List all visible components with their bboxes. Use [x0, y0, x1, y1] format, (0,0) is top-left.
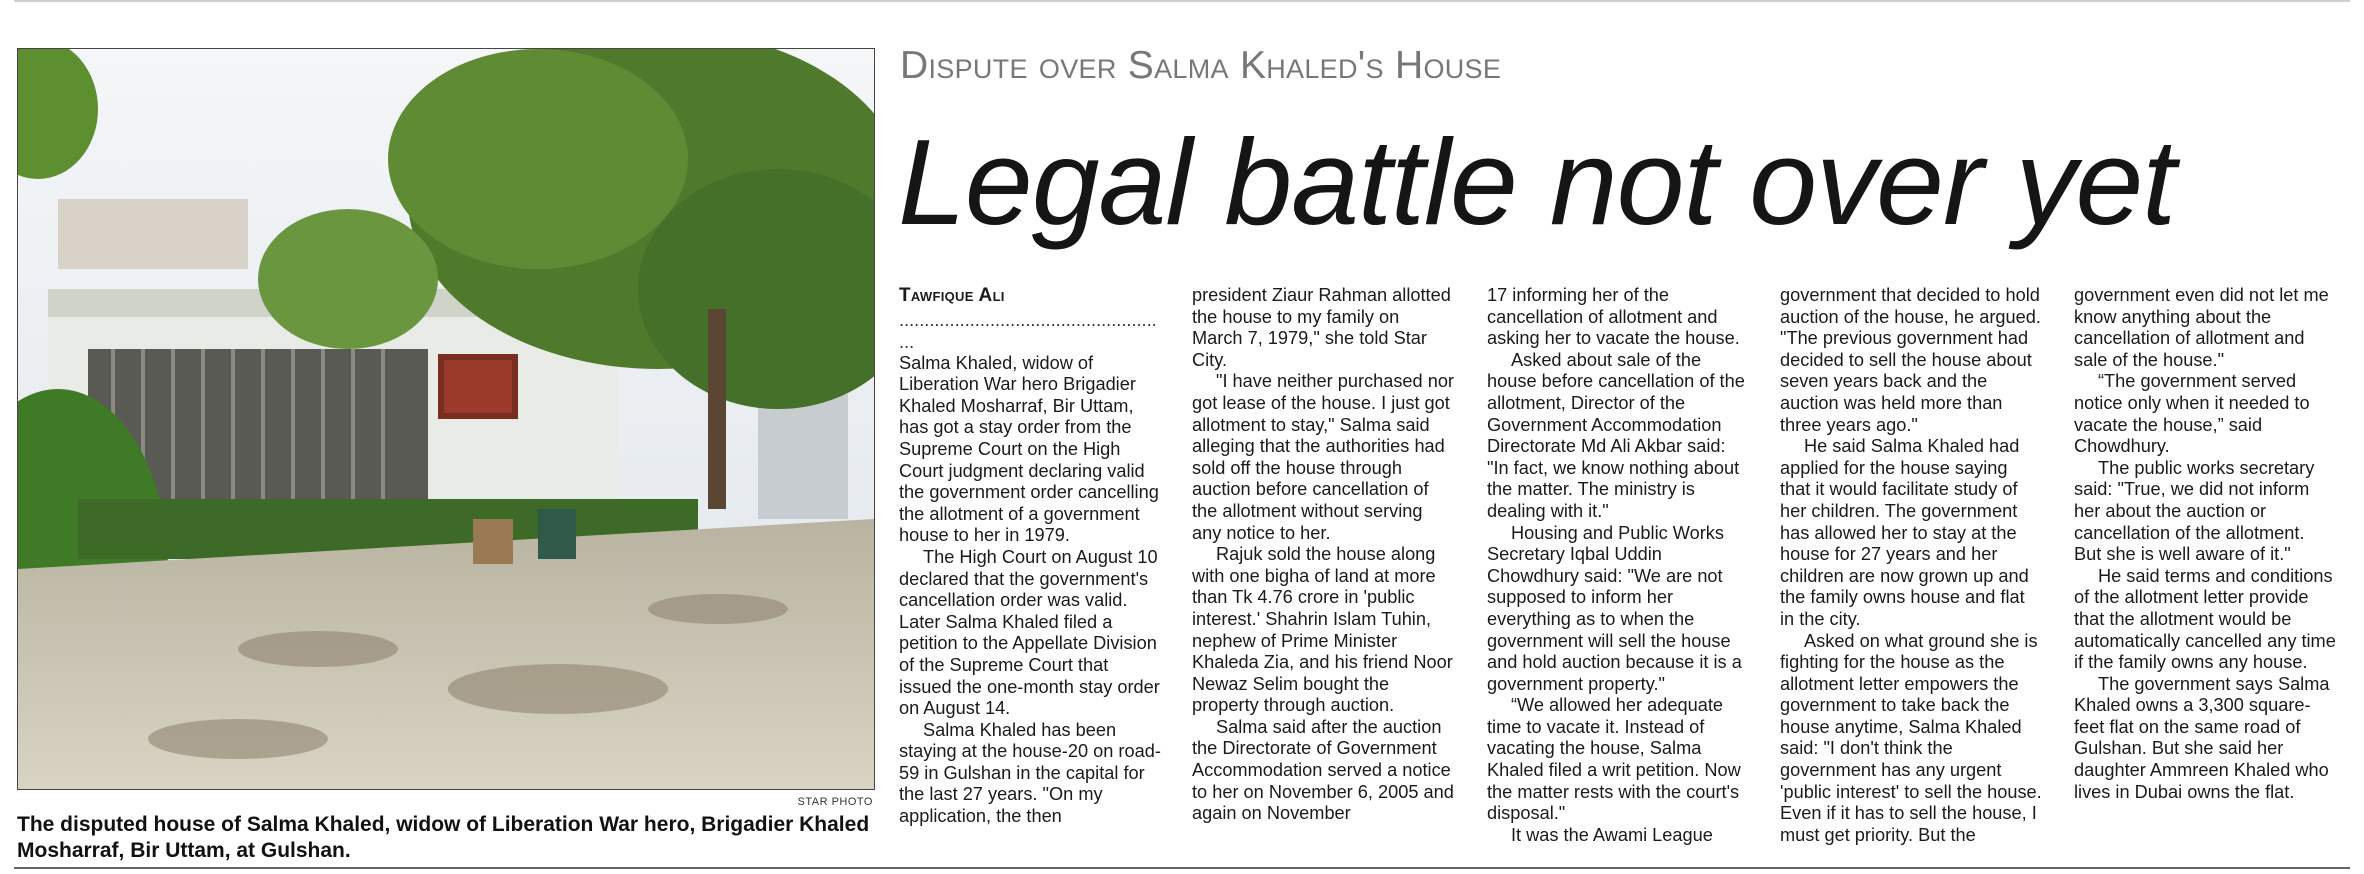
house-photo: [17, 48, 875, 790]
article-column-5: [2074, 285, 2336, 803]
kicker: Dispute over Salma Khaled's House: [900, 44, 1502, 87]
separator-dots: ...................................................: [899, 309, 1157, 330]
paragraph: Salma Khaled has been staying at the house-20 on road-59 in Gulshan in the capital for the last 27 years. "On my application, the then: [899, 719, 1161, 827]
photo-caption: The disputed house of Salma Khaled, widow of Liberation War hero, Brigadier Khaled Mosharraf, Bir Uttam, at Gulshan.: [17, 813, 870, 862]
paragraph: Housing and Public Works Secretary Iqbal Uddin Chowdhury said: "We are not supposed to inform her everything as to when the government will sell the house and hold auction because it is a government property.": [1487, 522, 1742, 694]
paragraph: president Ziaur Rahman allotted the house to my family on March 7, 1979," she told Star City.: [1192, 285, 1451, 370]
paragraph: He said terms and conditions of the allotment letter provide that the allotment would be automatically cancelled any time if the family owns any house.: [2074, 565, 2336, 673]
paragraph: He said Salma Khaled had applied for the house saying that it would facilitate study of her children. The government has allowed her to stay at the house for 27 years and her children are now grown up and the family owns house and flat in the city.: [1780, 436, 2029, 629]
top-rule: [14, 0, 2350, 2]
byline: Tawfique Ali: [899, 285, 1005, 306]
headline: Legal battle not over yet: [898, 114, 2176, 250]
separator-dots-end: ...: [899, 331, 915, 352]
paragraph: “We allowed her adequate time to vacate it. Instead of vacating the house, Salma Khaled filed a writ petition. Now the matter rests with the court's disposal.": [1487, 695, 1741, 824]
paragraph: “The government served notice only when it needed to vacate the house,” said Chowdhury.: [2074, 371, 2310, 457]
paragraph: The High Court on August 10 declared that the government's cancellation order was valid. Later Salma Khaled filed a petition to the Appellate Division of the Supreme Court that issued the one-month stay order on August 14.: [899, 546, 1160, 719]
paragraph: Asked on what ground she is fighting for the house as the allotment letter empowers the government to take back the house anytime, Salma Khaled said: "I don't think the government has any urgent 'public interest' to sell the house. Even if it has to sell the house, I must get priority. But the: [1780, 630, 2042, 845]
photo-credit: STAR PHOTO: [797, 796, 873, 808]
paragraph: Salma said after the auction the Directorate of Government Accommodation served a notice to her on November 6, 2005 and again on November: [1192, 716, 1454, 824]
paragraph: 17 informing her of the cancellation of allotment and asking her to vacate the house.: [1487, 285, 1740, 349]
paragraph: The public works secretary said: "True, we did not inform her about the auction or cancellation of the allotment. But she is well aware of it.": [2074, 457, 2315, 565]
paragraph: government that decided to hold auction of the house, he argued. "The previous government had decided to sell the house about seven years back and the auction was held more than three years ago.": [1780, 285, 2041, 435]
article-column-3: [1487, 285, 1749, 846]
paragraph: "I have neither purchased nor got lease of the house. I just got allotment to stay," Salma said alleging that the authorities had sold off the house through auction before cancellation of the allotment without serving any notice to her.: [1192, 371, 1454, 543]
bottom-rule: [14, 867, 2350, 869]
paragraph: Rajuk sold the house along with one bigha of land at more than Tk 4.76 crore in 'public interest.' Shahrin Islam Tuhin, nephew of Prime Minister Khaleda Zia, and his friend Noor Newaz Selim bought the property through auction.: [1192, 544, 1453, 716]
paragraph: It was the Awami League: [1511, 824, 1713, 845]
article-column-4: [1780, 285, 2042, 846]
paragraph: Salma Khaled, widow of Liberation War hero Brigadier Khaled Mosharraf, Bir Uttam, has got a stay order from the Supreme Court on the High Court judgment declaring valid the government order cancelling the allotment of a government house to her in 1979.: [899, 352, 1159, 546]
article-column-1: [899, 285, 1161, 828]
paragraph: government even did not let me know anything about the cancellation of allotment and sale of the house.": [2074, 285, 2329, 370]
article-column-2: [1192, 285, 1454, 825]
paragraph: Asked about sale of the house before cancellation of the allotment, Director of the Government Accommodation Directorate Md Ali Akbar said: "In fact, we know nothing about the matter. The ministry is dealing with it.": [1487, 349, 1745, 521]
paragraph: The government says Salma Khaled owns a 3,300 square-feet flat on the same road of Gulshan. But she said her daughter Ammreen Khaled who lives in Dubai owns the flat.: [2074, 673, 2330, 802]
